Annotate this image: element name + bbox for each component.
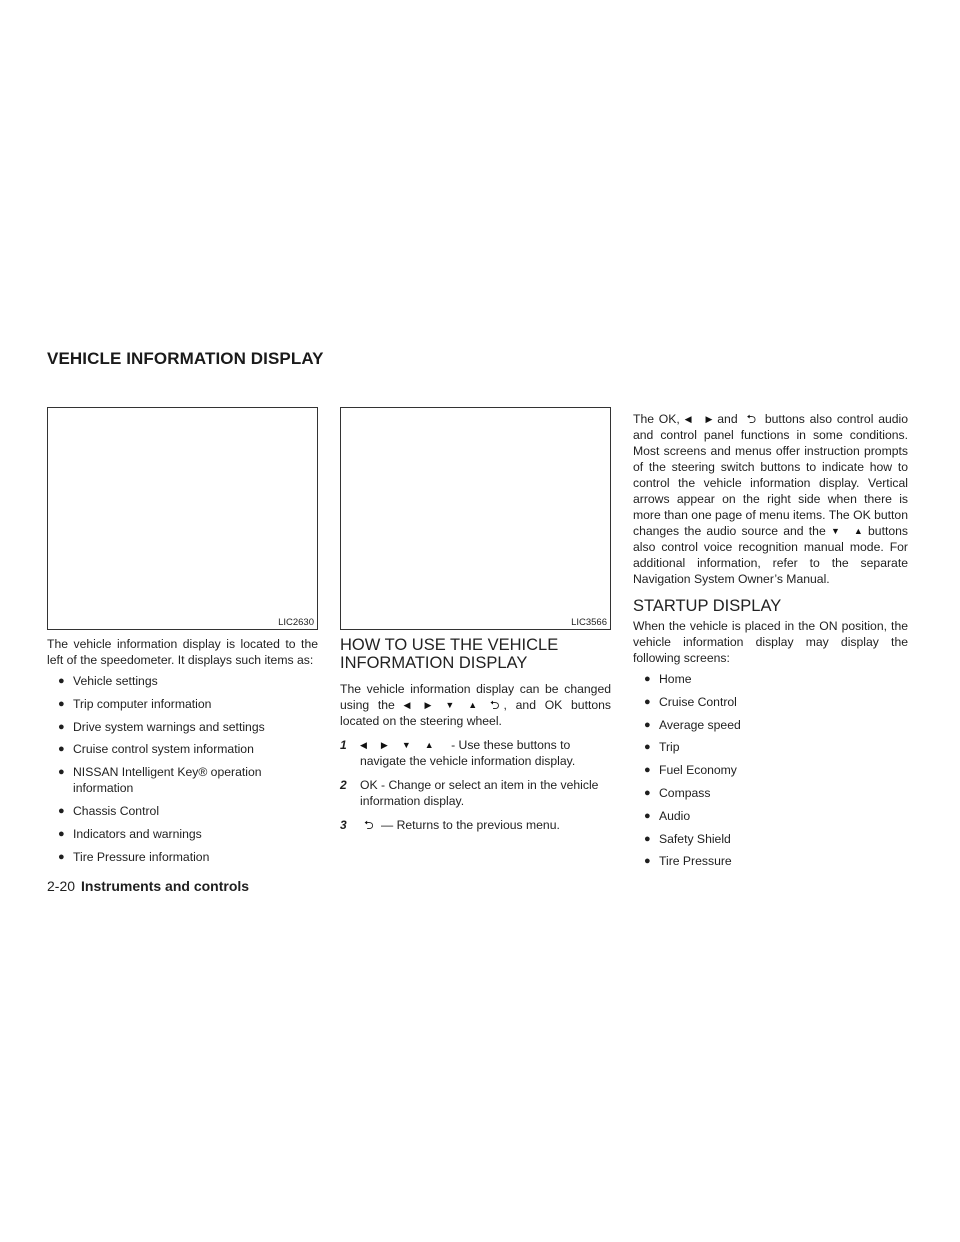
startup-paragraph: When the vehicle is placed in the ON position, the vehicle information display may display the following screens: [633, 619, 908, 665]
bullet-icon: ● [644, 673, 651, 685]
item-number: 3 [340, 818, 347, 832]
list-item: ● Home [644, 672, 692, 686]
chapter-title: Instruments and controls [81, 878, 250, 894]
startup-heading: STARTUP DISPLAY [633, 597, 782, 615]
how-to-heading: HOW TO USE THE VEHICLE INFORMATION DISPLAY [340, 636, 559, 672]
list-item: ● NISSAN Intelligent Key® operation information [58, 765, 262, 796]
figure-label: LIC3566 [571, 617, 607, 628]
bullet-icon: ● [644, 764, 651, 777]
bullet-icon: ● [58, 850, 65, 863]
numbered-item-3: 3 ⮌ — Returns to the previous menu. [340, 818, 560, 832]
bullet-icon: ● [58, 675, 65, 687]
list-item: ● Drive system warnings and settings [58, 719, 265, 734]
bullet-icon: ● [58, 720, 65, 733]
up-arrow-icon: ▲ [853, 526, 863, 536]
left-arrow-icon: ◀ [360, 740, 367, 750]
up-arrow-icon: ▲ [468, 700, 478, 710]
right-arrow-icon: ▶ [424, 700, 432, 710]
column-3 [633, 411, 908, 876]
bullet-icon: ● [644, 786, 651, 799]
bullet-icon: ● [644, 832, 651, 845]
column-2 [340, 636, 611, 833]
right-arrow-icon: ▶ [380, 740, 388, 750]
bullet-icon: ● [644, 809, 651, 822]
down-arrow-icon: ▼ [445, 700, 455, 710]
back-icon: ⮌ [364, 818, 374, 832]
down-arrow-icon: ▼ [830, 526, 840, 536]
list-item: ● Indicators and warnings [58, 826, 202, 841]
bullet-icon: ● [58, 804, 65, 817]
bullet-icon: ● [644, 718, 651, 731]
back-icon: ⮌ [746, 412, 757, 426]
list-item: ● Average speed [644, 717, 741, 732]
list-item: ● Trip computer information [58, 696, 212, 711]
back-icon: ⮌ [489, 698, 500, 712]
numbered-item-2: 2 OK - Change or select an item in the vehicle information display. [340, 778, 599, 808]
list-item: ● Safety Shield [644, 831, 731, 846]
bullet-icon: ● [58, 743, 65, 756]
list-item: ● Vehicle settings [58, 674, 158, 688]
list-item: ● Compass [644, 785, 711, 800]
list-item: ● Cruise control system information [58, 742, 254, 757]
left-arrow-icon: ◀ [403, 700, 411, 710]
list-item: ● Tire Pressure information [58, 849, 210, 864]
bullet-icon: ● [58, 766, 65, 779]
bullet-icon: ● [644, 855, 651, 868]
page-number: 2-20 [47, 878, 76, 894]
list-item: ● Fuel Economy [644, 763, 737, 778]
down-arrow-icon: ▼ [401, 740, 411, 750]
figure-vehicle-display [47, 407, 318, 630]
up-arrow-icon: ▲ [424, 740, 434, 750]
bullet-icon: ● [644, 695, 651, 708]
right-arrow-icon: ▶ [705, 414, 713, 424]
intro-paragraph: The vehicle information display is located to the left of the speedometer. It displays such items as: [47, 637, 318, 667]
list-item: ● Cruise Control [644, 694, 737, 709]
page-footer [47, 878, 249, 894]
item-number: 1 [340, 738, 347, 752]
list-item: ● Trip [644, 740, 680, 755]
bullet-icon: ● [58, 827, 65, 840]
left-arrow-icon: ◀ [684, 414, 692, 424]
figure-steering-switches [340, 407, 611, 630]
buttons-paragraph: The OK, ◀ ▶ and ⮌ buttons also control audio and control panel functions in some conditions. Most screens and menus offer instruction prompts of the steering switch buttons to indicate how to control the vehicle information display. Vertical arrows appear on the right side when there is more than one page of menu items. The OK button changes the audio source and the ▼ ▲ buttons also control voice recognition manual mode. For additional information, refer to the separate Navigation System Owner’s Manual. [633, 412, 909, 586]
section-title: VEHICLE INFORMATION DISPLAY [47, 349, 324, 368]
column-1 [47, 636, 318, 871]
startup-screens-list [633, 671, 908, 869]
figure-label: LIC2630 [278, 617, 314, 628]
display-items-list [47, 673, 318, 865]
bullet-icon: ● [644, 741, 651, 754]
list-item: ● Chassis Control [58, 803, 160, 818]
numbered-item-1: 1 ◀ ▶ ▼ ▲ - Use these buttons to navigate the vehicle information display. [340, 738, 576, 768]
item-number: 2 [340, 778, 347, 792]
list-item: ● Tire Pressure [644, 854, 732, 869]
bullet-icon: ● [58, 697, 65, 710]
how-to-paragraph: The vehicle information display can be changed using the ◀ ▶ ▼ ▲ ⮌ , and OK buttons located on the steering wheel. [340, 682, 611, 728]
list-item: ● Audio [644, 808, 691, 823]
